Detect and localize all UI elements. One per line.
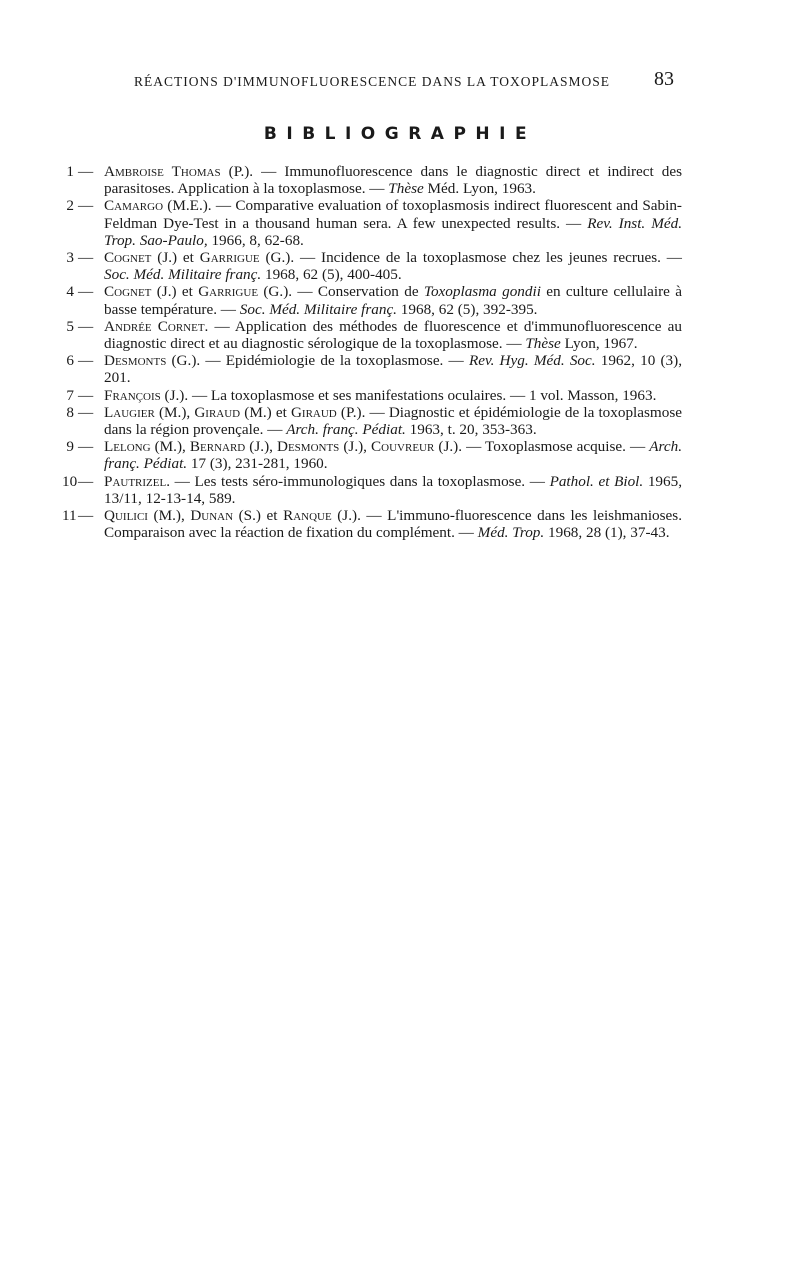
author-name: Dunan <box>190 507 234 525</box>
entry-text: (J.), <box>245 438 277 456</box>
entry-text: (J.) et <box>151 283 199 301</box>
italic-citation: Thèse <box>525 335 561 353</box>
running-title: RÉACTIONS D'IMMUNOFLUORESCENCE DANS LA TOXOPLASMOSE <box>134 74 610 89</box>
entry-number: 6 <box>66 352 74 370</box>
author-name: Garrigue <box>198 283 259 301</box>
entry-text: (P.). — Diagnostic et épidémiologie de la toxoplasmose dans la région provençale. — <box>104 403 682 439</box>
bibliography-entry <box>62 283 682 317</box>
author-name: Giraud <box>194 403 241 421</box>
italic-citation: Arch. franç. Pédiat. <box>104 438 683 473</box>
entry-text: (G.). — Incidence de la toxoplasmose chez les jeunes recrues. — <box>259 249 682 267</box>
entry-number: 11 <box>62 507 77 525</box>
bibliography-entry <box>62 318 682 352</box>
entry-text: . — Application des méthodes de fluorescence et d'immunofluorescence au diagnostic direct et au diagnostic sérologique de la toxoplasmose. — <box>104 317 682 353</box>
entry-dash: — <box>78 352 94 370</box>
entry-number: 1 <box>66 163 74 180</box>
author-name: Desmonts <box>276 438 340 456</box>
entry-dash: — <box>78 163 94 180</box>
entry-number: 2 <box>66 197 74 215</box>
entry-text: (M.), <box>154 403 195 421</box>
author-name: Pautrizel <box>104 472 167 490</box>
bibliography-entry <box>62 404 682 438</box>
bibliography-entry <box>62 197 682 249</box>
author-name: Laugier <box>104 403 155 421</box>
entry-text: (P.). — Immunofluorescence dans le diagnostic direct et indirect des parasitoses. Application à la toxoplasmose. — <box>104 163 682 198</box>
entry-text: 1968, 28 (1), 37-43. <box>544 524 670 542</box>
entry-number: 9 <box>66 438 74 456</box>
italic-citation: Méd. Trop. <box>477 524 545 542</box>
author-name: Ambroise Thomas <box>104 163 221 180</box>
italic-citation: Soc. Méd. Militaire franç. <box>239 300 397 318</box>
bibliography-entry <box>62 438 682 472</box>
section-heading: BIBLIOGRAPHIE <box>263 124 537 144</box>
author-name: Bernard <box>189 438 246 456</box>
bibliography-entry <box>62 163 682 197</box>
page-number: 83 <box>654 68 674 90</box>
entry-number: 7 <box>66 386 74 404</box>
entry-text: en culture cellulaire à basse température. — <box>104 283 682 318</box>
italic-citation: Thèse <box>388 180 424 198</box>
author-name: Andrée Cornet <box>104 317 205 335</box>
entry-text: (J.). — Toxoplasmose acquise. — <box>434 438 650 456</box>
author-name: Giraud <box>290 403 337 421</box>
italic-citation: Toxoplasma gondii <box>423 283 541 301</box>
entry-text: (M.E.). — Comparative evaluation of toxoplasmosis indirect fluorescent and Sabin-Feldman Dye-Test in a thousand human sera. A few unexpected results. — <box>104 197 682 232</box>
entry-dash: — <box>78 507 94 525</box>
author-name: Cognet <box>104 249 152 267</box>
entry-text: 1962, 10 (3), 201. <box>104 352 682 387</box>
entry-text: . — Les tests séro-immunologiques dans la toxoplasmose. — <box>166 472 550 490</box>
italic-citation: Arch. franç. Pédiat. <box>286 421 406 439</box>
author-name: Cognet <box>104 283 152 301</box>
entry-dash: — <box>78 438 94 456</box>
author-name: Garrigue <box>199 249 260 267</box>
bibliography-entry <box>62 249 682 283</box>
entry-number: 8 <box>66 403 74 421</box>
entry-text: 1963, t. 20, 353-363. <box>405 421 537 439</box>
entry-number: 3 <box>66 249 74 267</box>
entry-text: (G.). — Epidémiologie de la toxoplasmose. — <box>166 352 469 370</box>
entry-text: Lyon, 1967. <box>560 335 638 353</box>
running-header <box>0 66 800 94</box>
italic-citation: Rev. Inst. Méd. Trop. Sao-Paulo, <box>104 214 682 249</box>
entry-dash: — <box>78 197 94 215</box>
entry-text: 1968, 62 (5), 392-395. <box>396 300 538 318</box>
author-name: Desmonts <box>104 352 167 370</box>
author-name: Lelong <box>104 438 151 456</box>
entry-text: (J.), <box>339 438 372 456</box>
entry-number: 4 <box>66 283 74 301</box>
entry-text: (S.) et <box>233 507 284 525</box>
entry-dash: — <box>78 249 94 267</box>
entry-text: 1966, 8, 62-68. <box>207 231 304 249</box>
italic-citation: Rev. Hyg. Méd. Soc. <box>468 352 596 370</box>
entry-text: (M.), <box>150 438 190 456</box>
author-name: François <box>104 386 161 404</box>
entry-dash: — <box>78 317 94 335</box>
entry-number: 5 <box>66 317 74 335</box>
entry-dash: — <box>78 386 94 404</box>
bibliography-entry <box>62 473 682 507</box>
entry-dash: — <box>78 283 94 301</box>
entry-text: (M.), <box>147 507 191 525</box>
entry-dash: — <box>78 403 94 421</box>
entry-text: (J.). — L'immuno-fluorescence dans les leishmanioses. Comparaison avec la réaction de fixation du complément. — <box>104 507 682 542</box>
author-name: Couvreur <box>371 438 435 456</box>
bibliography-list <box>62 163 682 541</box>
author-name: Ranque <box>283 507 332 525</box>
italic-citation: Soc. Méd. Militaire franç. <box>104 266 262 284</box>
entry-number: 10 <box>62 472 78 490</box>
entry-text: (M.) et <box>240 403 291 421</box>
entry-text: Méd. Lyon, 1963. <box>423 180 536 198</box>
entry-text: 1968, 62 (5), 400-405. <box>261 266 402 284</box>
entry-text: 1965, 13/11, 12-13-14, 589. <box>104 472 682 507</box>
author-name: Quilici <box>104 507 148 525</box>
author-name: Camargo <box>104 197 164 215</box>
bibliography-entry <box>62 507 682 541</box>
entry-text: (G.). — Conservation de <box>258 283 424 301</box>
entry-text: (J.) et <box>151 249 200 267</box>
bibliography-entry <box>62 352 682 386</box>
italic-citation: Pathol. et Biol. <box>549 472 644 490</box>
entry-dash: — <box>78 472 94 490</box>
entry-text: 17 (3), 231-281, 1960. <box>187 455 328 473</box>
entry-text: (J.). — La toxoplasmose et ses manifestations oculaires. — 1 vol. Masson, 1963. <box>160 386 657 404</box>
bibliography-entry <box>62 387 682 404</box>
